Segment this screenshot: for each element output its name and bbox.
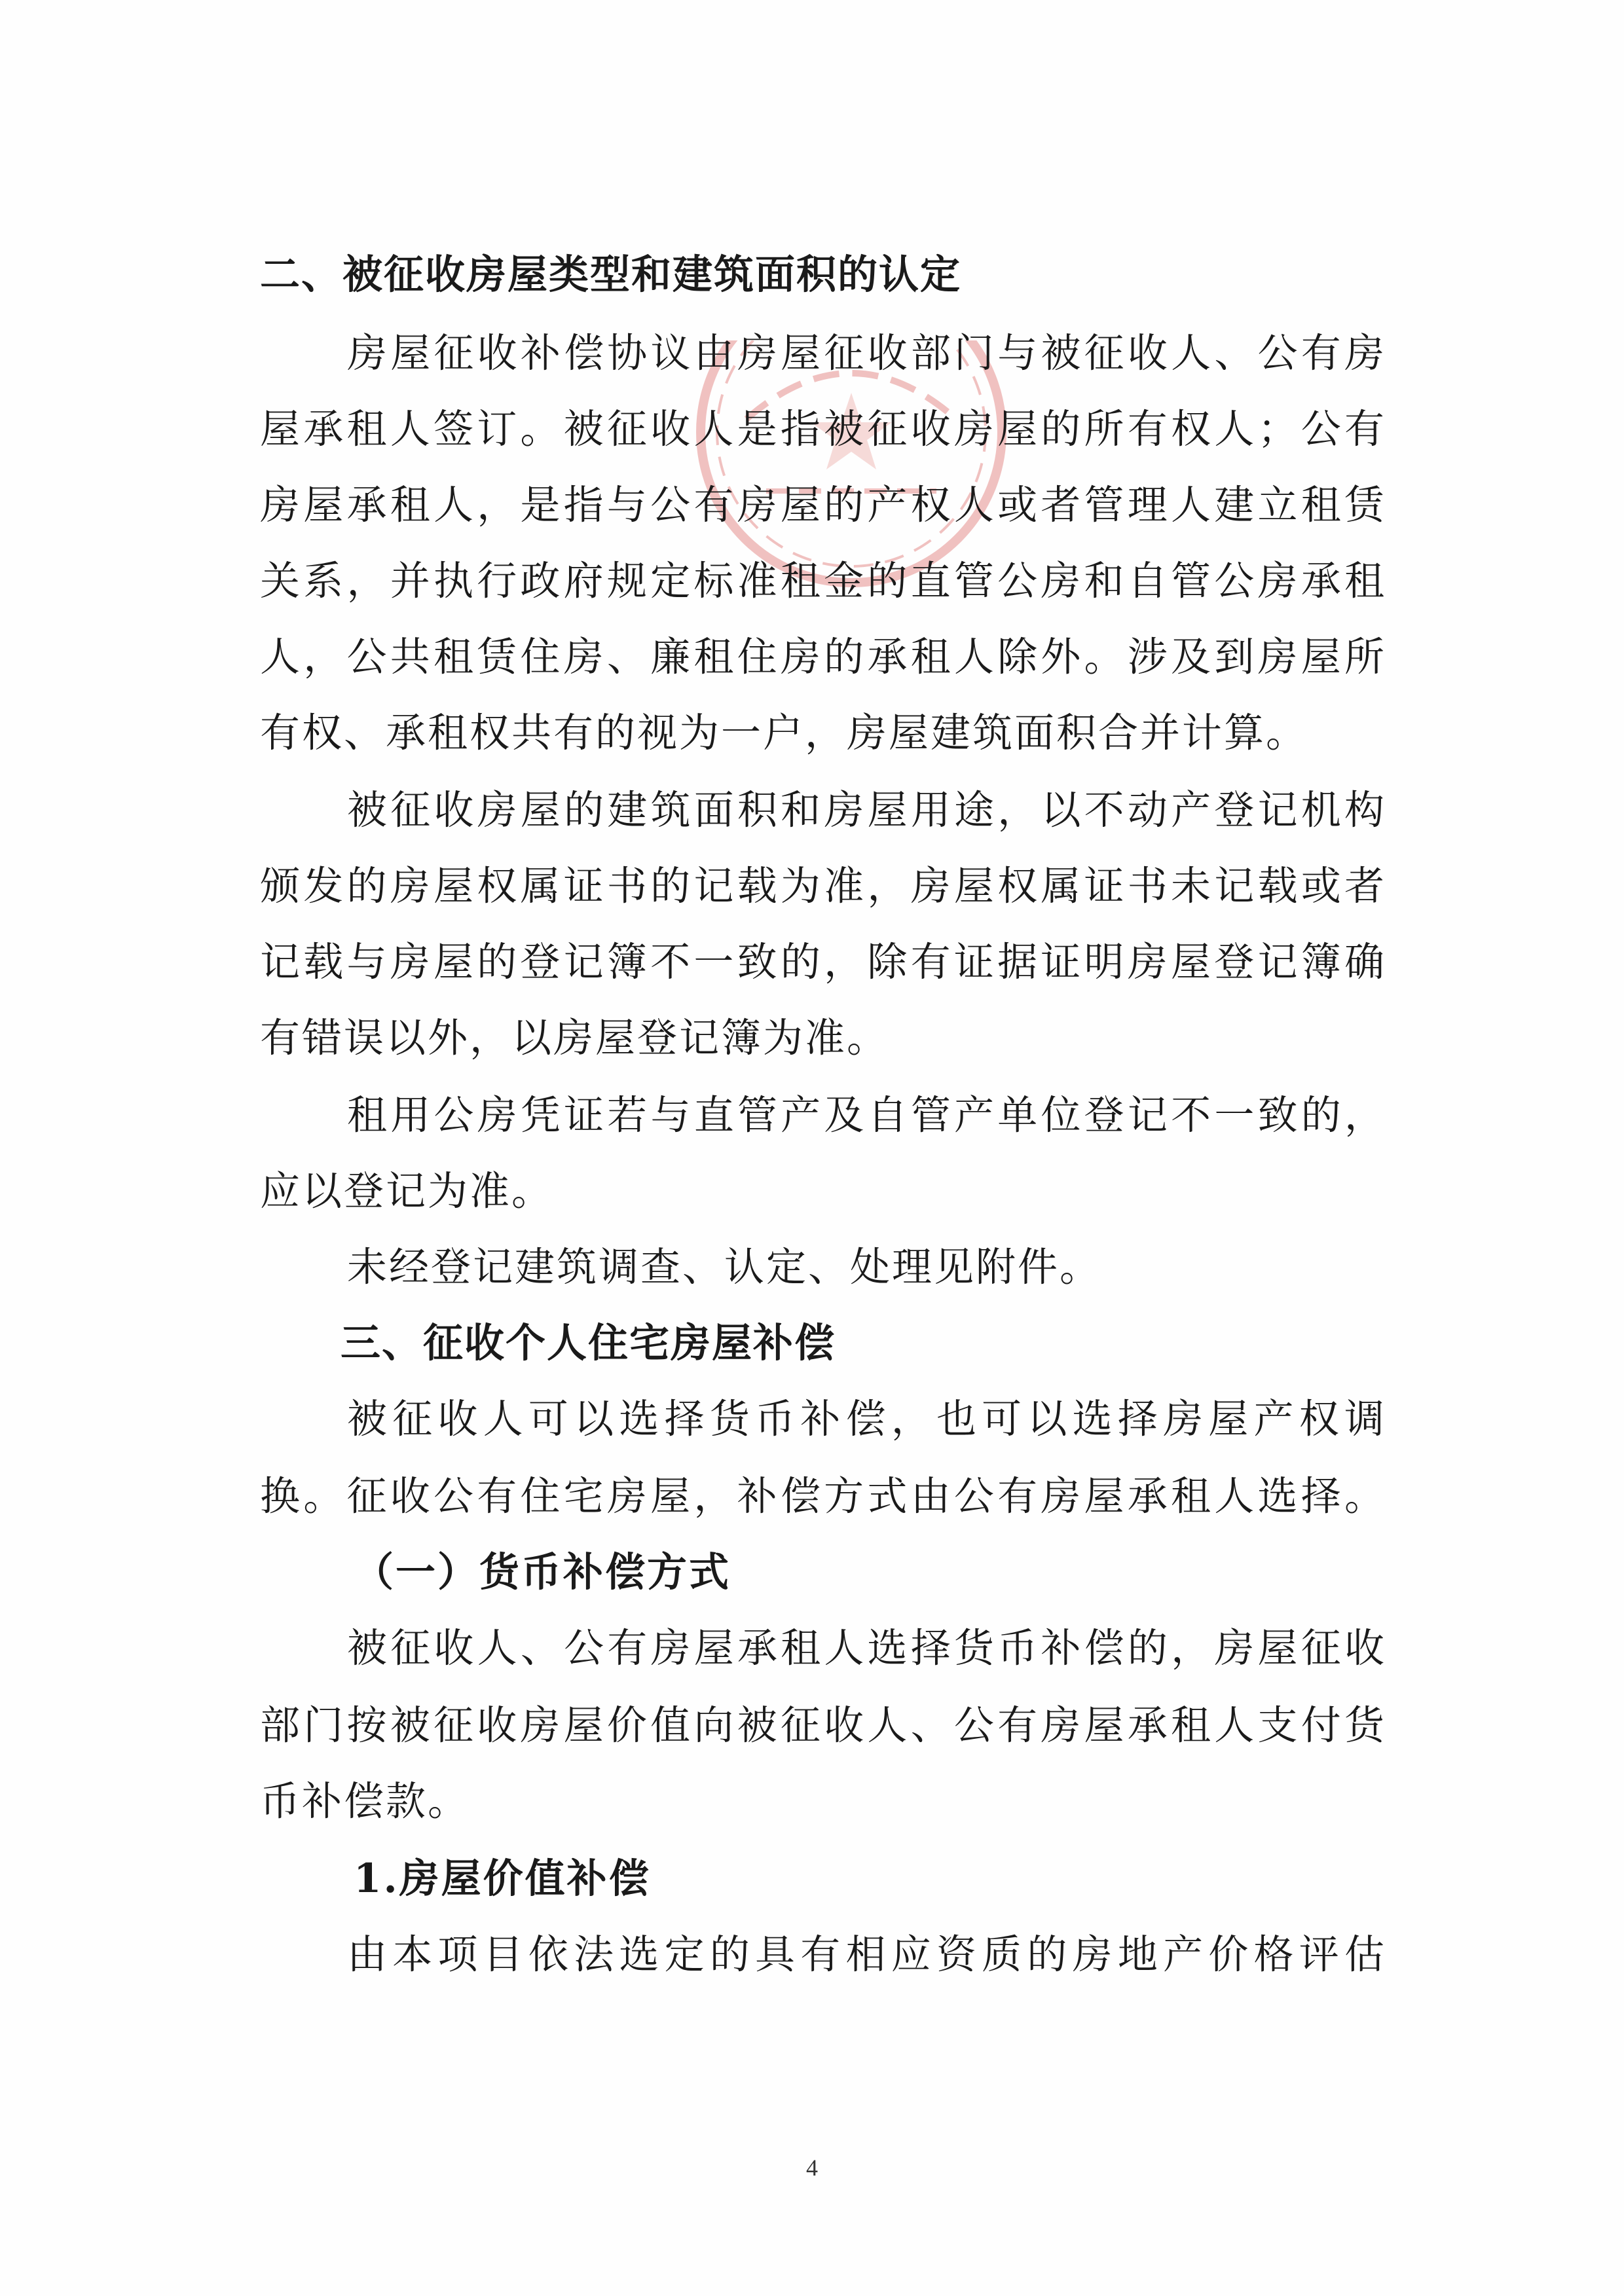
subsection-heading-house-value: 1.房屋价值补偿 — [354, 1855, 651, 1902]
paragraph-line: 部门按被征收房屋价值向被征收人、公有房屋承租人支付货 — [260, 1702, 1386, 1749]
paragraph-line: 房屋承租人，是指与公有房屋的产权人或者管理人建立租赁 — [260, 482, 1386, 528]
subsection-heading-monetary: （一）货币补偿方式 — [354, 1549, 731, 1595]
paragraph-line: 记载与房屋的登记簿不一致的，除有证据证明房屋登记簿确 — [260, 939, 1386, 985]
paragraph-line: 被征收人、公有房屋承租人选择货币补偿的，房屋征收 — [347, 1625, 1386, 1671]
paragraph-line: 租用公房凭证若与直管产及自管产单位登记不一致的， — [347, 1092, 1386, 1139]
paragraph-line: 换。征收公有住宅房屋，补偿方式由公有房屋承租人选择。 — [260, 1473, 1386, 1520]
section-heading-3: 三、征收个人住宅房屋补偿 — [341, 1320, 836, 1366]
paragraph-line: 颁发的房屋权属证书的记载为准，房屋权属证书未记载或者 — [260, 863, 1386, 909]
paragraph-line: 有错误以外，以房屋登记簿为准。 — [260, 1015, 889, 1061]
section-heading-2: 二、被征收房屋类型和建筑面积的认定 — [260, 251, 962, 298]
paragraph-line: 关系，并执行政府规定标准租金的直管公房和自管公房承租 — [260, 558, 1386, 604]
paragraph-line: 未经登记建筑调查、认定、处理见附件。 — [347, 1244, 1102, 1290]
paragraph-line: 应以登记为准。 — [260, 1168, 554, 1214]
paragraph-line: 屋承租人签订。被征收人是指被征收房屋的所有权人；公有 — [260, 406, 1386, 452]
page-number: 4 — [806, 2155, 818, 2181]
paragraph-line: 房屋征收补偿协议由房屋征收部门与被征收人、公有房 — [347, 330, 1386, 376]
paragraph-line: 由本项目依法选定的具有相应资质的房地产价格评估 — [347, 1931, 1386, 1978]
paragraph-line: 被征收人可以选择货币补偿，也可以选择房屋产权调 — [347, 1396, 1386, 1442]
paragraph-line: 币补偿款。 — [260, 1778, 470, 1825]
paragraph-line: 有权、承租权共有的视为一户，房屋建筑面积合并计算。 — [260, 710, 1308, 756]
paragraph-line: 人，公共租赁住房、廉租住房的承租人除外。涉及到房屋所 — [260, 634, 1386, 680]
paragraph-line: 被征收房屋的建筑面积和房屋用途，以不动产登记机构 — [347, 787, 1386, 833]
